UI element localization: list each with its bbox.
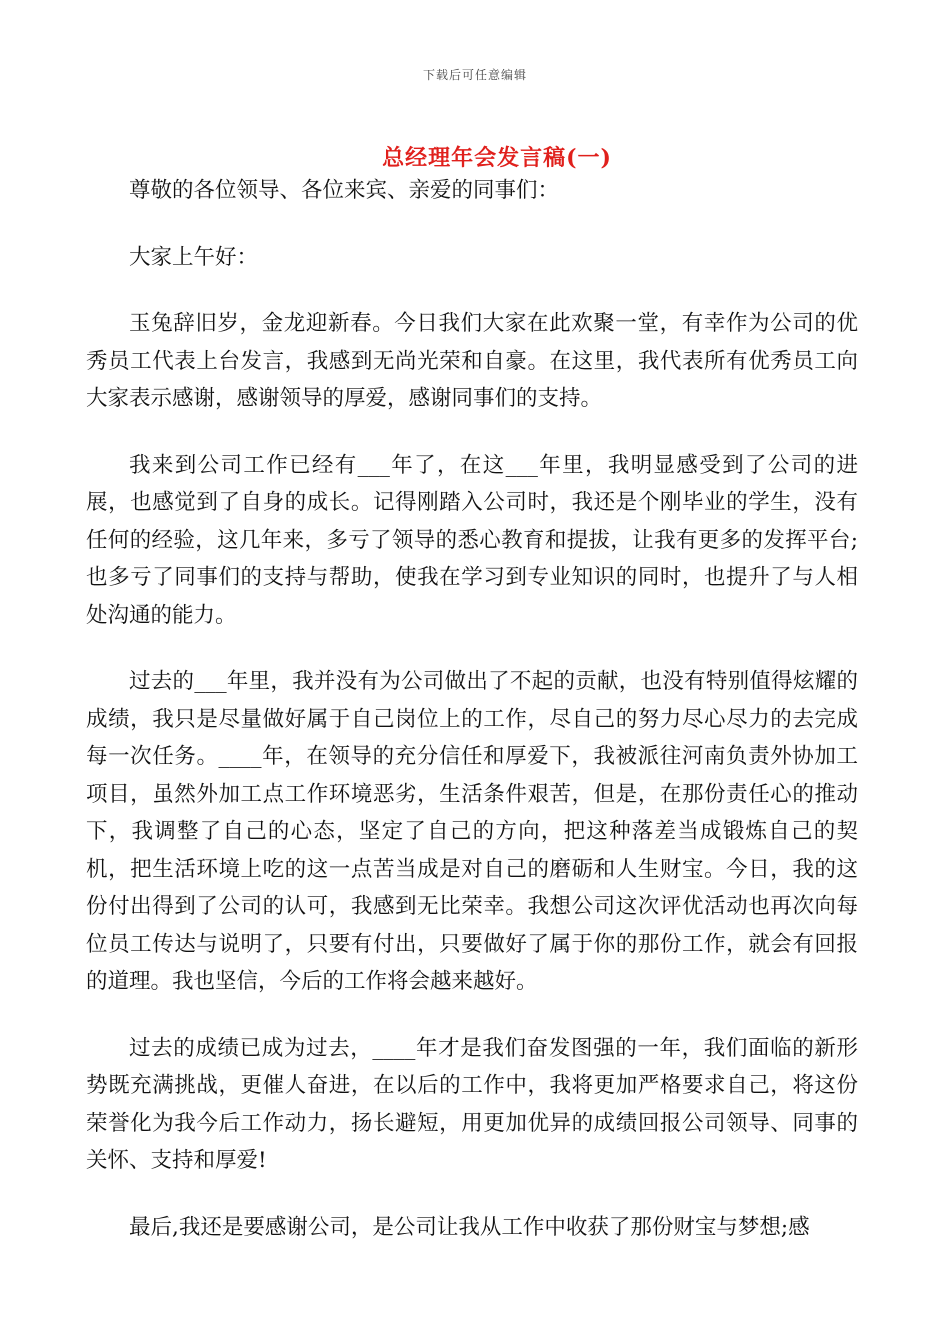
body-paragraph: 我来到公司工作已经有___年了，在这___年里，我明显感受到了公司的进展，也感觉到了自身的成长。记得刚踏入公司时，我还是个刚毕业的学生，没有任何的经验，这几年来，多亏了领导的悉心教育和提拔，让我有更多的发挥平台;也多亏了同事们的支持与帮助，使我在学习到专业知识的同时，也提升了与人相处沟通的能力。 [86,452,858,628]
body-paragraph: 过去的___年里，我并没有为公司做出了不起的贡献，也没有特别值得炫耀的成绩，我只是尽量做好属于自己岗位上的工作，尽自己的努力尽心尽力的去完成每一次任务。____年，在领导的充分信任和厚爱下，我被派往河南负责外协加工项目，虽然外加工点工作环境恶劣，生活条件艰苦，但是，在那份责任心的推动下，我调整了自己的心态，坚定了自己的方向，把这种落差当成锻炼自己的契机，把生活环境上吃的这一点苦当成是对自己的磨砺和人生财宝。今日，我的这份付出得到了公司的认可，我感到无比荣幸。我想公司这次评优活动也再次向每位员工传达与说明了，只要有付出，只要做好了属于你的那份工作，就会有回报的道理。我也坚信，今后的工作将会越来越好。 [86,669,858,994]
header-note: 下载后可任意编辑 [422,68,527,82]
body-paragraph: 过去的成绩已成为过去，____年才是我们奋发图强的一年，我们面临的新形势既充满挑战，更催人奋进，在以后的工作中，我将更加严格要求自己，将这份荣誉化为我今后工作动力，扬长避短，用更加优异的成绩回报公司领导、同事的关怀、支持和厚爱! [86,1035,858,1173]
document-title: 总经理年会发言稿(一) [382,145,612,171]
salutation-paragraph: 尊敬的各位领导、各位来宾、亲爱的同事们： [129,178,560,203]
body-paragraph: 玉兔辞旧岁，金龙迎新春。今日我们大家在此欢聚一堂，有幸作为公司的优秀员工代表上台发言，我感到无尚光荣和自豪。在这里，我代表所有优秀员工向大家表示感谢，感谢领导的厚爱，感谢同事们的支持。 [86,311,858,411]
document-body [86,172,858,1275]
greeting-paragraph: 大家上午好： [129,244,259,270]
closing-paragraph: 最后,我还是要感谢公司，是公司让我从工作中收获了那份财宝与梦想;感 [129,1214,810,1240]
